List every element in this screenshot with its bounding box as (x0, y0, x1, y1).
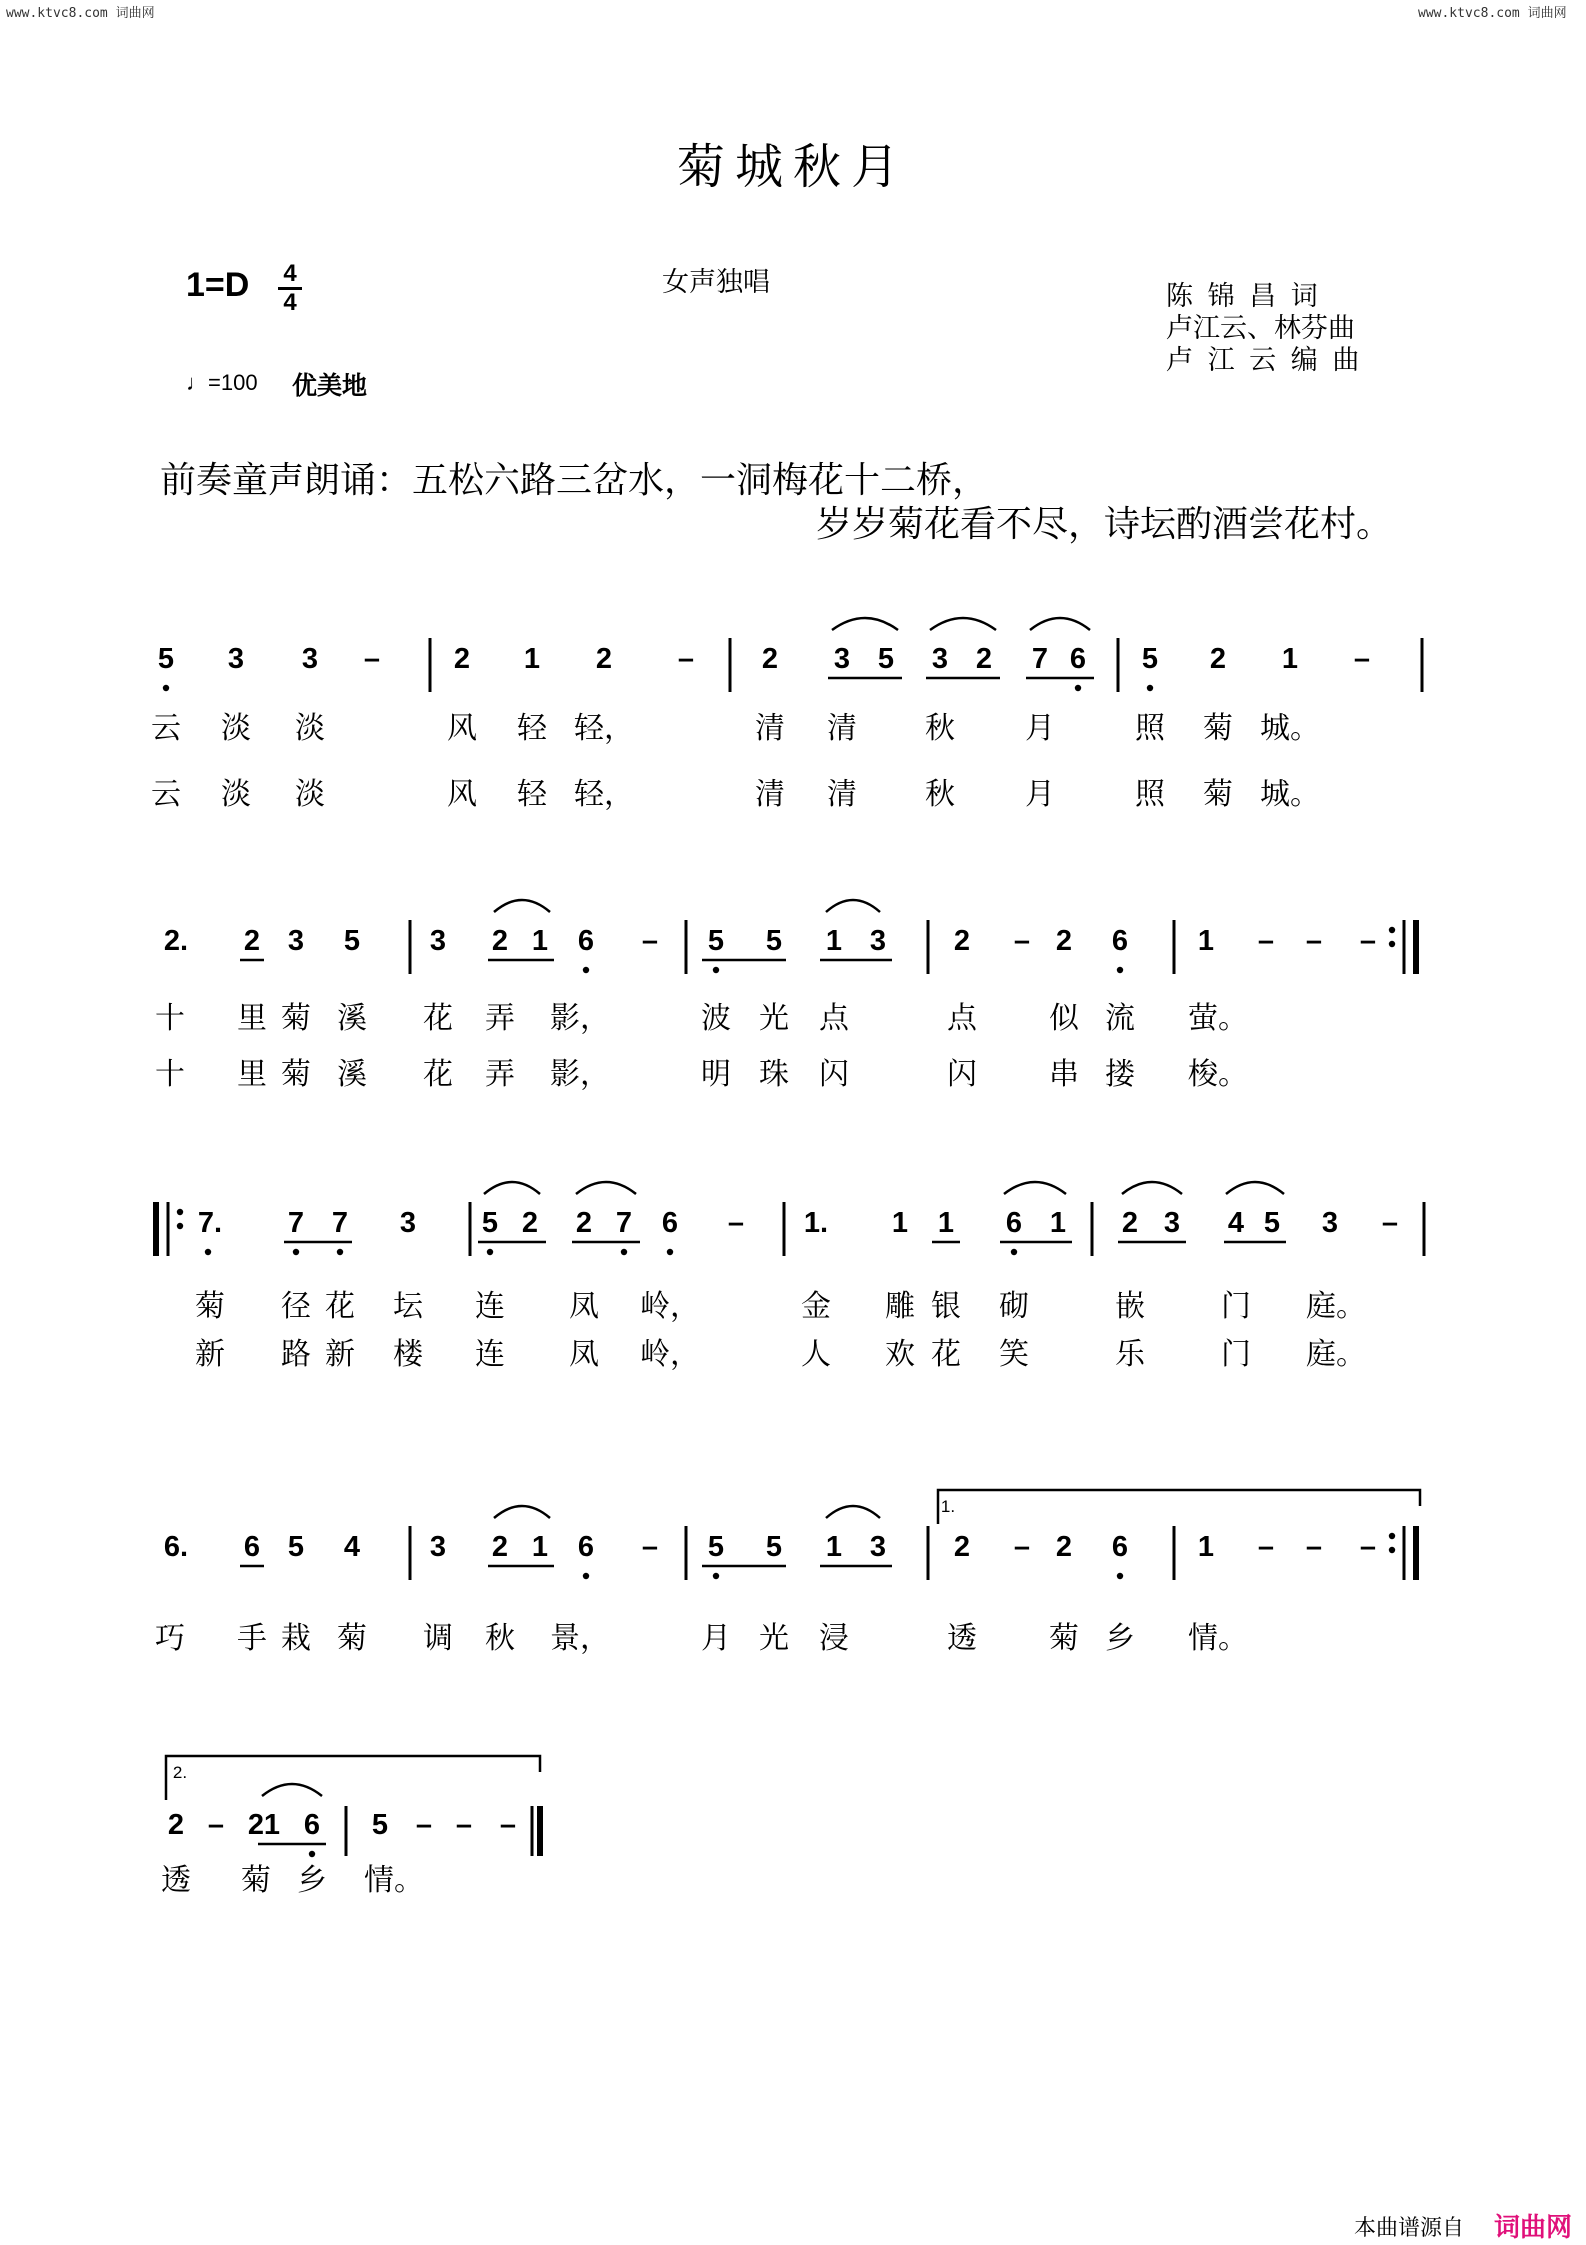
lyric-syllable: 岭， (640, 1289, 700, 1324)
jianpu-note: 4 (1227, 1207, 1245, 1239)
lyric-syllable: 秋 (485, 1621, 515, 1656)
jianpu-note: 2 (521, 1207, 539, 1239)
jianpu-note: 3 (931, 643, 949, 675)
volta-1-bracket (938, 1490, 1420, 1524)
volta-2-bracket (166, 1756, 540, 1800)
lyric-syllable: 凤 (569, 1337, 599, 1372)
jianpu-note: 3 (227, 643, 245, 675)
lyric-syllable: 里 (237, 1057, 267, 1092)
octave-dot (309, 1851, 315, 1857)
lyric-syllable: 清 (755, 711, 785, 746)
jianpu-note: 1 (531, 925, 549, 957)
lyric-syllable: 串 (1049, 1057, 1079, 1092)
jianpu-note: 5 (1141, 643, 1159, 675)
lyric-syllable: 秋 (925, 711, 955, 746)
lyric-syllable: 庭。 (1306, 1337, 1366, 1372)
jianpu-note: – (1359, 1531, 1377, 1563)
jianpu-note: – (415, 1809, 433, 1841)
jianpu-note: 3 (301, 643, 319, 675)
lyric-syllable: 似 (1049, 1001, 1079, 1036)
lyric-syllable: 溪 (337, 1001, 367, 1036)
octave-dot (713, 967, 719, 973)
lyric-syllable: 城。 (1260, 711, 1320, 746)
lyric-syllable: 径 (281, 1289, 311, 1324)
octave-dot (163, 685, 169, 691)
jianpu-note: – (1257, 925, 1275, 957)
lyric-syllable: 门 (1221, 1337, 1251, 1372)
jianpu-note: – (363, 643, 381, 675)
lyric-syllable: 淡 (221, 777, 251, 812)
lyric-syllable: 新 (195, 1337, 225, 1372)
lyric-syllable: 透 (161, 1863, 191, 1898)
jianpu-note: 6 (303, 1809, 321, 1841)
lyric-syllable: 菊 (337, 1621, 367, 1656)
lyric-syllable: 风 (447, 711, 477, 746)
jianpu-note: 2 (167, 1809, 185, 1841)
lyric-syllable: 坛 (393, 1289, 423, 1324)
jianpu-note: 7 (1031, 643, 1049, 675)
time-bottom: 4 (283, 289, 297, 316)
jianpu-note: 5 (1263, 1207, 1281, 1239)
jianpu-note: 5 (765, 1531, 783, 1563)
lyric-syllable: 笑 (999, 1337, 1029, 1372)
octave-dot (337, 1249, 343, 1255)
lyric-syllable: 花 (423, 1057, 453, 1092)
watermark-right: www.ktvc8.com 词曲网 (1418, 6, 1567, 21)
jianpu-note: 3 (429, 1531, 447, 1563)
footer-source: 本曲谱源自 (1354, 2216, 1465, 2241)
lyric-syllable: 路 (281, 1337, 311, 1372)
lyric-syllable: 新 (325, 1337, 355, 1372)
credit-lyricist: 陈 锦 昌 词 (1166, 281, 1321, 312)
lyric-syllable: 连 (475, 1337, 505, 1372)
jianpu-note: – (1305, 1531, 1323, 1563)
jianpu-note: 1 (937, 1207, 955, 1239)
octave-dot (205, 1249, 211, 1255)
time-top: 4 (283, 260, 297, 287)
lyric-syllable: 搂 (1105, 1057, 1135, 1092)
lyric-syllable: 庭。 (1306, 1289, 1366, 1324)
lyric-syllable: 乐 (1115, 1337, 1145, 1372)
octave-dot (487, 1249, 493, 1255)
lyric-syllable: 情。 (1188, 1621, 1248, 1656)
jianpu-note: 2 (1209, 643, 1227, 675)
lyric-syllable: 花 (931, 1337, 961, 1372)
slur (494, 1506, 550, 1518)
jianpu-note: 3 (287, 925, 305, 957)
jianpu-note: 3 (429, 925, 447, 957)
jianpu-note: 2 (1055, 1531, 1073, 1563)
lyric-syllable: 楼 (393, 1337, 423, 1372)
lyric-syllable: 月 (1025, 777, 1055, 812)
jianpu-note: 2 (247, 1809, 265, 1841)
jianpu-note: 2 (1121, 1207, 1139, 1239)
jianpu-note: 2 (491, 925, 509, 957)
lyric-syllable: 流 (1105, 1001, 1135, 1036)
score-layer (151, 618, 1424, 1898)
lyric-syllable: 明 (701, 1057, 731, 1092)
jianpu-note: 7 (287, 1207, 305, 1239)
jianpu-note: 1 (531, 1531, 549, 1563)
lyric-syllable: 乡 (297, 1863, 327, 1898)
lyric-syllable: 轻 (517, 711, 547, 746)
jianpu-note: 1 (1049, 1207, 1067, 1239)
jianpu-note: 6 (661, 1207, 679, 1239)
jianpu-note: 1 (523, 643, 541, 675)
lyric-syllable: 嵌 (1115, 1289, 1145, 1324)
lyric-syllable: 花 (423, 1001, 453, 1036)
jianpu-note: 2 (953, 925, 971, 957)
octave-dot (713, 1573, 719, 1579)
lyric-syllable: 弄 (485, 1001, 515, 1036)
jianpu-note: 2 (761, 643, 779, 675)
jianpu-note: – (1257, 1531, 1275, 1563)
lyric-syllable: 影， (550, 1001, 610, 1036)
jianpu-note: 2 (575, 1207, 593, 1239)
lyric-syllable: 透 (947, 1621, 977, 1656)
lyric-syllable: 浸 (819, 1621, 849, 1656)
jianpu-note: 2 (953, 1531, 971, 1563)
lyric-syllable: 景， (550, 1621, 610, 1656)
lyric-syllable: 菊 (195, 1289, 225, 1324)
jianpu-note: 2 (491, 1531, 509, 1563)
expression-marking: 优美地 (292, 371, 368, 400)
lyric-syllable: 银 (931, 1289, 961, 1324)
octave-dot (1075, 685, 1081, 691)
slur (826, 1506, 880, 1518)
jianpu-note: 1 (891, 1207, 909, 1239)
jianpu-note: 6 (1111, 1531, 1129, 1563)
jianpu-note: 6 (577, 925, 595, 957)
lyric-syllable: 乡 (1105, 1621, 1135, 1656)
octave-dot (583, 1573, 589, 1579)
lyric-syllable: 珠 (759, 1057, 789, 1092)
jianpu-note: 5 (707, 925, 725, 957)
lyric-syllable: 清 (827, 711, 857, 746)
octave-dot (583, 967, 589, 973)
lyric-syllable: 云 (151, 711, 181, 746)
lyric-syllable: 梭。 (1188, 1057, 1248, 1092)
lyric-syllable: 清 (755, 777, 785, 812)
lyric-syllable: 轻 (517, 777, 547, 812)
lyric-syllable: 淡 (221, 711, 251, 746)
lyric-syllable: 月 (701, 1621, 731, 1656)
lyric-syllable: 栽 (281, 1621, 311, 1656)
jianpu-note: 1 (825, 925, 843, 957)
lyric-syllable: 闪 (819, 1057, 849, 1092)
slur (262, 1784, 322, 1796)
lyric-syllable: 十 (155, 1057, 185, 1092)
jianpu-note: 3 (869, 1531, 887, 1563)
jianpu-note: 1 (263, 1809, 281, 1841)
octave-dot (1011, 1249, 1017, 1255)
lyric-syllable: 欢 (885, 1337, 915, 1372)
lyric-syllable: 点 (947, 1001, 977, 1036)
footer-brand: 词曲网 (1494, 2213, 1573, 2243)
lyric-syllable: 菊 (281, 1057, 311, 1092)
lyric-syllable: 月 (1025, 711, 1055, 746)
jianpu-note: – (1013, 925, 1031, 957)
lyric-syllable: 点 (819, 1001, 849, 1036)
jianpu-note: – (499, 1809, 517, 1841)
jianpu-note: 5 (765, 925, 783, 957)
lyric-syllable: 里 (237, 1001, 267, 1036)
jianpu-note: 2 (453, 643, 471, 675)
jianpu-note: 3 (1163, 1207, 1181, 1239)
jianpu-note: 2. (163, 925, 189, 957)
slur (1226, 1182, 1284, 1194)
jianpu-note: – (1013, 1531, 1031, 1563)
jianpu-note: 1 (825, 1531, 843, 1563)
jianpu-note: – (641, 1531, 659, 1563)
lyric-syllable: 闪 (947, 1057, 977, 1092)
lyric-syllable: 萤。 (1188, 1001, 1248, 1036)
octave-dot (293, 1249, 299, 1255)
lyric-syllable: 手 (237, 1621, 267, 1656)
volta-2-label: 2. (172, 1763, 188, 1782)
jianpu-note: 3 (399, 1207, 417, 1239)
lyric-syllable: 凤 (569, 1289, 599, 1324)
lyric-syllable: 菊 (1203, 777, 1233, 812)
page-title: 菊城秋月 (676, 139, 909, 195)
lyric-syllable: 光 (759, 1621, 789, 1656)
slur (1122, 1182, 1182, 1194)
tempo-marking: ♩=100 (186, 370, 258, 395)
lyric-syllable: 金 (801, 1289, 831, 1324)
lyric-syllable: 淡 (295, 711, 325, 746)
jianpu-note: 3 (869, 925, 887, 957)
lyric-syllable: 人 (801, 1337, 831, 1372)
repeat-dot (177, 1209, 183, 1215)
jianpu-note: 5 (157, 643, 175, 675)
slur (484, 1182, 540, 1194)
jianpu-note: 6 (1111, 925, 1129, 957)
credit-arranger: 卢 江 云 编 曲 (1166, 345, 1363, 376)
lyric-syllable: 砌 (999, 1289, 1029, 1324)
jianpu-note: 2 (1055, 925, 1073, 957)
jianpu-note: – (1305, 925, 1323, 957)
jianpu-note: 7 (331, 1207, 349, 1239)
key-signature: 1=D (186, 266, 250, 304)
jianpu-note: 1. (803, 1207, 829, 1239)
lyric-syllable: 轻， (574, 777, 634, 812)
jianpu-note: 1 (1281, 643, 1299, 675)
jianpu-note: – (1353, 643, 1371, 675)
lyric-syllable: 秋 (925, 777, 955, 812)
lyric-syllable: 风 (447, 777, 477, 812)
jianpu-note: – (641, 925, 659, 957)
jianpu-note: – (1359, 925, 1377, 957)
watermark-left: www.ktvc8.com 词曲网 (6, 6, 155, 21)
slur (1004, 1182, 1066, 1194)
octave-dot (1117, 1573, 1123, 1579)
lyric-syllable: 雕 (885, 1289, 915, 1324)
jianpu-note: 6 (1005, 1207, 1023, 1239)
lyric-syllable: 菊 (1203, 711, 1233, 746)
octave-dot (667, 1249, 673, 1255)
octave-dot (1117, 967, 1123, 973)
slur (494, 900, 550, 912)
lyric-syllable: 淡 (295, 777, 325, 812)
lyric-syllable: 十 (155, 1001, 185, 1036)
lyric-syllable: 连 (475, 1289, 505, 1324)
lyric-syllable: 光 (759, 1001, 789, 1036)
lyric-syllable: 门 (1221, 1289, 1251, 1324)
jianpu-note: – (1381, 1207, 1399, 1239)
lyric-syllable: 菊 (1049, 1621, 1079, 1656)
jianpu-note: 6. (163, 1531, 189, 1563)
repeat-dot (177, 1223, 183, 1229)
jianpu-note: 1 (1197, 925, 1215, 957)
lyric-syllable: 情。 (364, 1863, 424, 1898)
lyric-syllable: 溪 (337, 1057, 367, 1092)
jianpu-note: 6 (577, 1531, 595, 1563)
lyric-syllable: 云 (151, 777, 181, 812)
jianpu-note: 5 (877, 643, 895, 675)
lyric-syllable: 轻， (574, 711, 634, 746)
jianpu-note: – (207, 1809, 225, 1841)
jianpu-note: 6 (1069, 643, 1087, 675)
slur (576, 1182, 636, 1194)
lyric-syllable: 菊 (281, 1001, 311, 1036)
lyric-syllable: 城。 (1260, 777, 1320, 812)
lyric-syllable: 清 (827, 777, 857, 812)
recitation-line-1: 前奏童声朗诵：五松六路三岔水，一洞梅花十二桥， (160, 460, 989, 501)
jianpu-note: – (727, 1207, 745, 1239)
credit-composer: 卢江云、林芬曲 (1166, 313, 1355, 344)
recitation-line-2: 岁岁菊花看不尽，诗坛酌酒尝花村。 (816, 504, 1393, 545)
octave-dot (621, 1249, 627, 1255)
jianpu-note: – (455, 1809, 473, 1841)
repeat-dot (1389, 1533, 1395, 1539)
lyric-syllable: 岭， (640, 1337, 700, 1372)
jianpu-note: 5 (371, 1809, 389, 1841)
jianpu-note: 5 (481, 1207, 499, 1239)
repeat-dot (1389, 1547, 1395, 1553)
lyric-syllable: 影， (550, 1057, 610, 1092)
slur (930, 618, 996, 630)
jianpu-note: 3 (833, 643, 851, 675)
octave-dot (1147, 685, 1153, 691)
lyric-syllable: 调 (423, 1621, 453, 1656)
lyric-syllable: 照 (1135, 777, 1165, 812)
lyric-syllable: 弄 (485, 1057, 515, 1092)
subtitle: 女声独唱 (662, 267, 770, 298)
jianpu-note: – (677, 643, 695, 675)
slur (832, 618, 898, 630)
jianpu-note: 7. (197, 1207, 223, 1239)
slur (1030, 618, 1090, 630)
slur (826, 900, 880, 912)
repeat-dot (1389, 927, 1395, 933)
jianpu-note: 2 (975, 643, 993, 675)
jianpu-note: 4 (343, 1531, 361, 1563)
jianpu-note: 5 (707, 1531, 725, 1563)
repeat-dot (1389, 941, 1395, 947)
jianpu-note: 5 (287, 1531, 305, 1563)
jianpu-note: 1 (1197, 1531, 1215, 1563)
jianpu-note: 3 (1321, 1207, 1339, 1239)
jianpu-note: 7 (615, 1207, 633, 1239)
jianpu-note: 2 (595, 643, 613, 675)
lyric-syllable: 花 (325, 1289, 355, 1324)
volta-1-label: 1. (940, 1497, 956, 1516)
lyric-syllable: 菊 (241, 1863, 271, 1898)
lyric-syllable: 巧 (155, 1621, 185, 1656)
lyric-syllable: 照 (1135, 711, 1165, 746)
lyric-syllable: 波 (701, 1001, 731, 1036)
jianpu-note: 2 (243, 925, 261, 957)
jianpu-note: 5 (343, 925, 361, 957)
jianpu-note: 6 (243, 1531, 261, 1563)
